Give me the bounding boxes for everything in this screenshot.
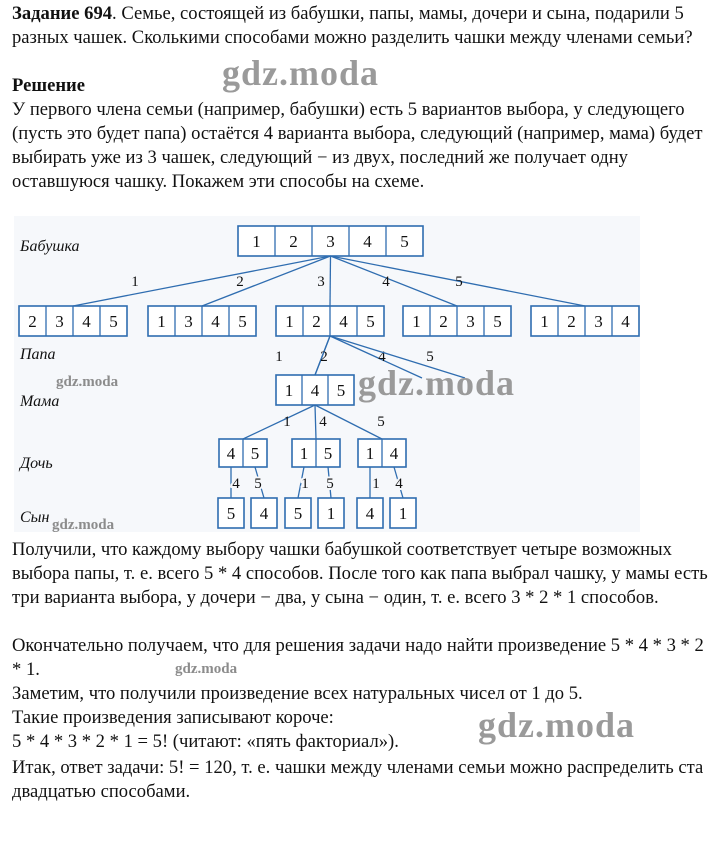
- grandma-edge-label: 4: [382, 274, 390, 290]
- mama-box-cell: 4: [310, 381, 320, 400]
- grandma-box-cell: 2: [289, 232, 298, 251]
- conclusion-paragraph-2: Окончательно получаем, что для решения задачи надо найти произведение 5 * 4 * 3 * 2 * 1.: [12, 635, 704, 680]
- row-label: Дочь: [20, 455, 53, 472]
- grandma-box-cell: 5: [400, 232, 409, 251]
- son-box-cell: 1: [326, 504, 336, 523]
- grandma-box-cell: 1: [252, 232, 261, 251]
- conclusion-paragraph-1: Получили, что каждому выбору чашки бабушкой соответствует четыре возможных выбора папы, т. е. всего 5 * 4 способов. После того как папа выбрал чашку, у мамы есть три варианта выбора, у дочери − два, у сына − один, т. е. всего 3 * 2 * 1 способов.: [12, 539, 708, 608]
- papa-box-cell: 5: [493, 312, 502, 331]
- daughter-edge-label: 1: [301, 476, 309, 492]
- grandma-edge-label: 5: [455, 274, 463, 290]
- grandma-edge-label: 2: [236, 274, 244, 290]
- papa-box-cell: 4: [211, 312, 220, 331]
- mama-edge-label: 4: [319, 414, 327, 430]
- mama-box-cell: 5: [336, 381, 346, 400]
- grandma-edge: [330, 256, 331, 306]
- daughter-box-cell: 5: [323, 444, 333, 463]
- papa-box-cell: 5: [238, 312, 247, 331]
- daughter-edge-label: 1: [372, 476, 380, 492]
- watermark-logo: gdz.moda: [478, 705, 636, 745]
- papa-edge-label: 1: [275, 349, 283, 365]
- son-box-cell: 5: [293, 504, 303, 523]
- task-paragraph: [12, 2, 717, 50]
- papa-box-cell: 2: [312, 312, 321, 331]
- grandma-edge-label: 3: [317, 274, 325, 290]
- daughter-box-cell: 4: [226, 444, 236, 463]
- solution-intro: У первого члена семьи (например, бабушки) есть 5 вариантов выбора, у следующего (пусть это будет папа) остаётся 4 варианта выбора, следующий (например, мама) будет выбирать уже из 3 чашек, следующий − из двух, последний же получает одну оставшуюся чашку. Покажем эти способы на схеме.: [12, 99, 703, 192]
- papa-box-cell: 5: [109, 312, 118, 331]
- papa-box-cell: 1: [540, 312, 549, 331]
- papa-box-cell: 4: [339, 312, 348, 331]
- task-number: Задание 694: [12, 3, 113, 24]
- grandma-box-cell: 3: [326, 232, 335, 251]
- watermark-logo: gdz.moda: [175, 661, 238, 677]
- daughter-box-cell: 4: [389, 444, 399, 463]
- mama-edge-label: 1: [283, 414, 291, 430]
- grandma-edge-label: 1: [131, 274, 139, 290]
- daughter-box-cell: 1: [299, 444, 309, 463]
- papa-box-cell: 2: [567, 312, 576, 331]
- watermark-logo: gdz.moda: [52, 517, 115, 533]
- papa-box-cell: 4: [621, 312, 630, 331]
- row-label: Папа: [20, 346, 56, 363]
- row-label: Сын: [20, 509, 50, 526]
- conclusion-paragraph-6: Итак, ответ задачи: 5! = 120, т. е. чашки между членами семьи можно распределить ста двадцатью способами.: [12, 757, 704, 802]
- papa-box-cell: 1: [157, 312, 166, 331]
- papa-box-cell: 1: [412, 312, 421, 331]
- papa-box-cell: 1: [285, 312, 294, 331]
- papa-box-cell: 3: [184, 312, 193, 331]
- papa-box-cell: 5: [366, 312, 375, 331]
- papa-box-cell: 3: [55, 312, 64, 331]
- son-box-cell: 4: [365, 504, 375, 523]
- row-label: Бабушка: [20, 238, 80, 255]
- grandma-box-cell: 4: [363, 232, 372, 251]
- solution-heading: Решение: [12, 75, 85, 96]
- papa-box-cell: 2: [28, 312, 37, 331]
- conclusion-paragraph-4: Такие произведения записывают короче:: [12, 707, 334, 728]
- daughter-edge-label: 4: [232, 476, 240, 492]
- watermark-logo: gdz.moda: [56, 374, 119, 390]
- conclusion-paragraph-5: 5 * 4 * 3 * 2 * 1 = 5! (читают: «пять факториал»).: [12, 731, 399, 752]
- papa-box-cell: 3: [594, 312, 603, 331]
- son-box-cell: 5: [226, 504, 236, 523]
- daughter-edge-label: 5: [254, 476, 262, 492]
- daughter-box-cell: 1: [365, 444, 375, 463]
- son-box-cell: 4: [259, 504, 269, 523]
- papa-edge-label: 4: [378, 349, 386, 365]
- papa-edge-label: 2: [320, 349, 328, 365]
- conclusion-paragraph-3: Заметим, что получили произведение всех натуральных чисел от 1 до 5.: [12, 683, 583, 704]
- mama-edge-label: 5: [377, 414, 385, 430]
- papa-edge-label: 5: [426, 349, 434, 365]
- son-box-cell: 1: [398, 504, 408, 523]
- mama-box-cell: 1: [284, 381, 294, 400]
- papa-box-cell: 4: [82, 312, 91, 331]
- papa-box-cell: 3: [466, 312, 475, 331]
- watermark-logo: gdz.moda: [358, 363, 516, 403]
- row-label: Мама: [20, 393, 60, 410]
- daughter-edge-label: 5: [326, 476, 334, 492]
- task-text: . Семье, состоящей из бабушки, папы, мамы, дочери и сына, подарили 5 разных чашек. Сколькими способами можно разделить чашки между членами семьи?: [12, 3, 693, 48]
- daughter-edge-label: 4: [395, 476, 403, 492]
- daughter-box-cell: 5: [250, 444, 260, 463]
- papa-box-cell: 2: [439, 312, 448, 331]
- watermark-logo: gdz.moda: [222, 53, 380, 93]
